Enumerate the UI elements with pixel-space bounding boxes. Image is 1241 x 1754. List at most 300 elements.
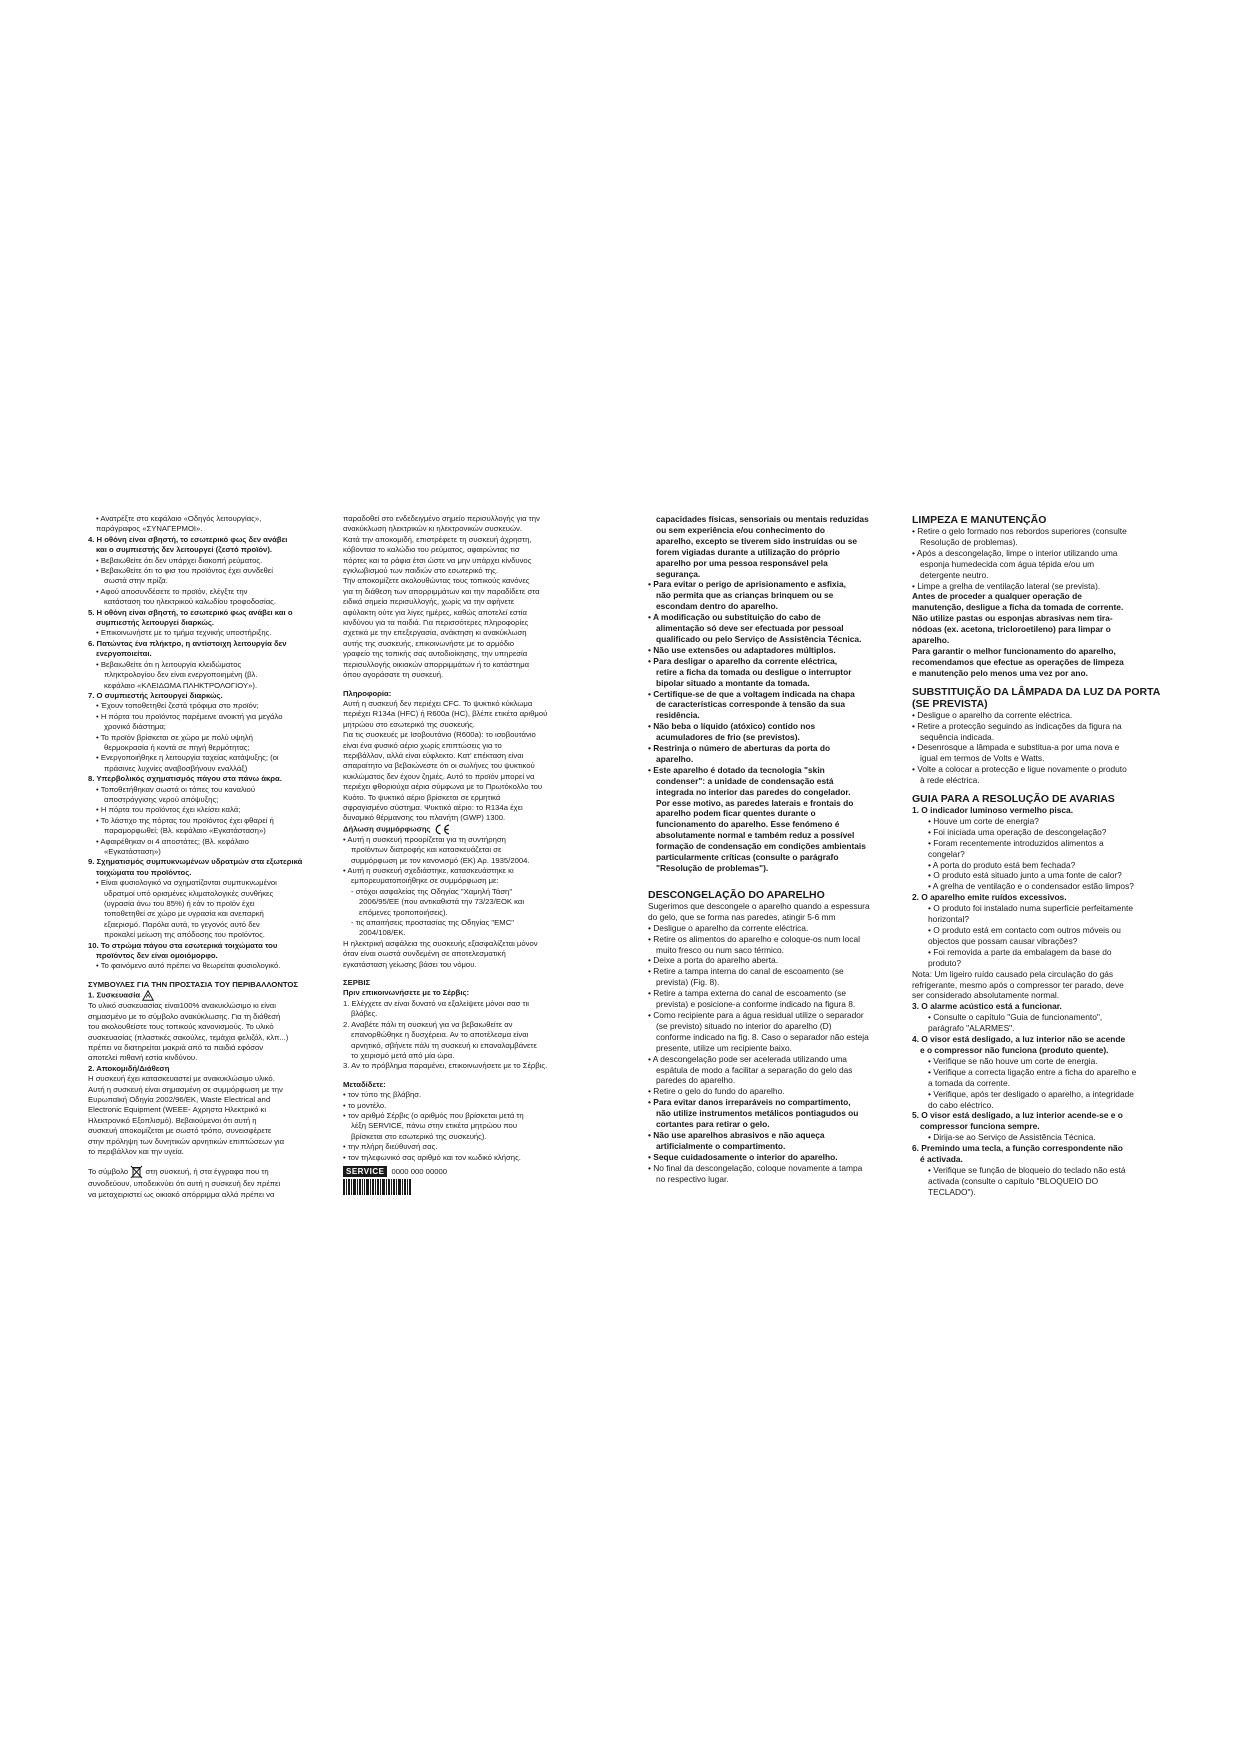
line-text: e o compressor não funciona (produto quente). <box>920 1044 1109 1055</box>
line-text: activada (consulte o capítulo "BLOQUEIO DO <box>928 1175 1099 1186</box>
section-heading <box>912 686 1166 698</box>
text-line <box>88 941 324 951</box>
line-text: • Verifique a correcta ligação entre a ficha do aparelho e <box>928 1066 1137 1077</box>
line-text: Não utilize pastas ou esponjas abrasivas nem tira- <box>912 613 1113 624</box>
text-line <box>343 761 598 771</box>
line-text: επόμενες τροποποιήσεις). <box>359 907 448 917</box>
line-text: 9. Σχηματισμός συμπυκνωμένων υδρατμών στα εξωτερικά <box>88 857 303 867</box>
text-line <box>88 980 324 990</box>
line-text: συμμόρφωση με τον κανονισμό (ΕΚ) Αρ. 1935/2004. <box>351 855 530 865</box>
line-text: να μεταχειριστεί ως οικιακό απόρριμμα αλλά πρέπει να <box>88 1189 275 1199</box>
line-text: Para garantir o melhor funcionamento do aparelho, <box>912 645 1116 656</box>
text-line <box>88 1190 324 1200</box>
line-text: αυτής της συσκευής, επικοινωνήστε με το αρμόδιο <box>343 638 514 648</box>
line-text: esponja humedecida com água tépida e/ou um <box>920 558 1095 569</box>
text-line <box>648 923 902 934</box>
text-line <box>912 602 1166 613</box>
line-text: • Restrinja o número de aberturas da porta do <box>648 743 831 754</box>
text-line <box>912 710 1166 721</box>
line-text: Η ηλεκτρική ασφάλεια της συσκευής εξασφαλίζεται μόνον <box>343 938 538 948</box>
text-line <box>648 514 902 525</box>
line-text: refrigerante, mesmo após o compressor ter parado, deve <box>912 979 1124 990</box>
line-text: 3. O alarme acústico está a funcionar. <box>912 1001 1062 1012</box>
line-text: no respectivo lugar. <box>656 1173 729 1184</box>
line-text: • Como recipiente para a água residual utilize o separador <box>648 1009 864 1020</box>
line-text: Ευρωπαϊκή Οδηγία 2002/96/ΕΚ, Waste Electrical and <box>88 1094 271 1104</box>
line-text: ou sem experiência e/ou conhecimento do <box>656 524 825 535</box>
text-line <box>343 1101 598 1111</box>
line-text: Antes de proceder a qualquer operação de <box>912 591 1082 602</box>
line-text: κινδύνου για τα παιδιά. Για περισσότερες πληροφορίες <box>343 618 529 628</box>
line-text: • Η πόρτα του προϊόντος παρέμεινε ανοικτή για μεγάλο <box>96 711 283 721</box>
text-line <box>343 720 598 730</box>
line-text: capacidades físicas, sensoriais ou mentais reduzidas <box>656 514 869 524</box>
text-line <box>648 634 902 645</box>
line-text: • Desenrosque a lâmpada e substitua-a por uma nova e <box>912 742 1120 753</box>
line-text: • Não use extensões ou adaptadores múltiplos. <box>648 644 836 655</box>
text-line <box>648 863 902 874</box>
line-text: αποτελεί πιθανή εστία κινδύνου. <box>88 1053 198 1063</box>
text-line <box>912 1067 1166 1078</box>
ce-mark-icon <box>433 824 451 835</box>
text-line <box>88 847 324 857</box>
text-line <box>648 999 902 1010</box>
text-line <box>912 775 1166 786</box>
line-text: Sugerimos que descongele o aparelho quando a espessura <box>648 900 870 911</box>
line-text: θερμοκρασία ή κοντά σε πηγή θερμότητας; <box>104 742 250 752</box>
text-line <box>648 1152 902 1163</box>
text-line <box>88 795 324 805</box>
text-line <box>88 639 324 649</box>
text-line <box>648 689 902 700</box>
line-text: Πληροφορία: <box>343 688 392 698</box>
line-text: «Εγκατάσταση») <box>104 847 161 856</box>
line-text: • Após a descongelação, limpe o interior utilizando uma <box>912 547 1118 558</box>
line-text: conforme indicado na fig. 8. Caso o separador não esteja <box>656 1031 869 1042</box>
text-line <box>912 570 1166 581</box>
text-line <box>648 1065 902 1076</box>
text-line <box>648 732 902 743</box>
greek-troubleshooting-column <box>88 514 324 1200</box>
text-line <box>343 1153 598 1163</box>
spacer <box>648 874 902 882</box>
text-line <box>912 1034 1166 1045</box>
line-text: aparelho podem ficar quentes durante o <box>656 808 816 819</box>
text-line <box>343 1080 598 1090</box>
text-line <box>88 1105 324 1115</box>
line-text: compressor funciona sempre. <box>920 1121 1040 1132</box>
line-text: συμπιεστής λειτουργεί διαρκώς. <box>96 618 214 628</box>
line-text: • Seque cuidadosamente o interior do aparelho. <box>648 1151 838 1162</box>
text-line <box>648 988 902 999</box>
line-text: • Retire a tampa externa do canal de escoamento (se <box>648 988 846 999</box>
text-line <box>912 1100 1166 1111</box>
line-text: βρίσκεται στο εσωτερικό της συσκευής). <box>351 1131 487 1141</box>
text-line <box>912 925 1166 936</box>
line-text: του ακολουθείστε τους τοπικούς κανονισμούς. Το υλικό <box>88 1022 274 1032</box>
text-line <box>88 660 324 670</box>
line-text: κεφάλαιο «ΚΛΕΙΔΩΜΑ ΠΛΗΚΤΡΟΛΟΓΙΟΥ»). <box>104 680 258 690</box>
text-line <box>343 835 598 845</box>
text-line <box>88 514 324 524</box>
line-text: Πριν επικοινωνήσετε με το Σέρβις: <box>343 988 470 998</box>
text-line <box>88 920 324 930</box>
text-line <box>912 1089 1166 1100</box>
text-line <box>648 1021 902 1032</box>
line-text: • Επικοινωνήστε με το τμήμα τεχνικής υποστήριξης. <box>96 628 272 638</box>
line-text: και ο συμπιεστής δεν λειτουργεί (ζεστό προϊόν). <box>96 545 273 555</box>
text-line <box>343 876 598 886</box>
text-line <box>88 545 324 555</box>
text-line <box>88 1043 324 1053</box>
line-text: nódoas (ex. acetona, tricloroetileno) para limpar o <box>912 624 1111 635</box>
line-text: • Retire os alimentos do aparelho e coloque-os num local <box>648 933 860 944</box>
text-line <box>88 951 324 961</box>
text-line <box>343 566 598 576</box>
text-line <box>912 990 1166 1001</box>
text-line <box>88 1053 324 1063</box>
line-text: • Verifique se não houve um corte de energia. <box>928 1055 1098 1066</box>
line-text: • Foi iniciada uma operação de descongelação? <box>928 826 1107 837</box>
text-line <box>343 1009 598 1019</box>
text-line <box>648 1130 902 1141</box>
text-line <box>343 587 598 597</box>
text-line <box>88 889 324 899</box>
line-text: Por esse motivo, as paredes laterais e frontais do <box>656 797 854 808</box>
text-line <box>912 870 1166 881</box>
text-line <box>912 969 1166 980</box>
line-text: - τις απαιτήσεις προστασίας της Οδηγίας "EMC" <box>351 918 514 928</box>
text-line <box>343 999 598 1009</box>
line-text: condenser": a unidade de condensação está <box>656 775 834 786</box>
text-line <box>648 934 902 945</box>
text-line <box>88 608 324 618</box>
text-line <box>648 955 902 966</box>
line-text: prevista) e posicione-a conforme indicado na figura 8. <box>656 999 856 1010</box>
text-line <box>912 732 1166 743</box>
text-line <box>88 878 324 888</box>
text-line <box>343 772 598 782</box>
line-text: στην πρόληψη των δυνητικών αρνητικών επιπτώσεων για <box>88 1136 285 1146</box>
line-text: artificialmente o compartimento. <box>656 1140 786 1151</box>
text-line <box>343 730 598 740</box>
line-text: το περιβάλλον και την υγεία. <box>88 1146 184 1156</box>
line-text: • A modificação ou substituição do cabo de <box>648 612 821 623</box>
barcode-icon <box>343 1179 413 1195</box>
text-line <box>648 579 902 590</box>
text-line <box>88 1074 324 1084</box>
line-text: πόρτες και τα ράφια έτσι ώστε να μην υπάρχει κίνδυνος <box>343 555 532 565</box>
line-text: ενεργοποιείται. <box>96 649 152 659</box>
line-text: λέξη SERVICE, πάνω στην ετικέτα μητρώου που <box>351 1121 518 1131</box>
line-text: Nota: Um ligeiro ruído causado pela circulação do gás <box>912 968 1114 979</box>
line-text: 10. Το στρώμα πάγου στα εσωτερικά τοιχώματα του <box>88 940 278 950</box>
line-text: 1. O indicador luminoso vermelho pisca. <box>912 805 1074 816</box>
text-line <box>912 827 1166 838</box>
line-text: κατάσταση του ηλεκτρικού καλωδίου τροφοδοσίας. <box>104 597 277 607</box>
line-text: • Αφού αποσυνδέσετε το προϊόν, ελέγξτε την <box>96 586 248 596</box>
text-line <box>912 526 1166 537</box>
text-line <box>912 635 1166 646</box>
text-line <box>648 901 902 912</box>
text-line <box>88 930 324 940</box>
line-text: • Foram recentemente introduzidos alimentos a <box>928 837 1104 848</box>
text-line <box>912 1165 1166 1176</box>
text-line <box>343 545 598 555</box>
section-heading <box>648 889 902 901</box>
line-text: • Αφαιρέθηκαν οι 4 αποστάτες; (Βλ. κεφάλαιο <box>96 836 249 846</box>
text-line <box>343 751 598 761</box>
text-line <box>648 852 902 863</box>
text-line <box>88 524 324 534</box>
section-heading <box>912 514 1166 526</box>
line-text: 2. Αναβέτε πάλι τη συσκευή για να βεβαιωθείτε αν <box>343 1019 513 1029</box>
line-text: σφραγισμένο σύστημα. Ψυκτικό αέριο: το R134a έχει <box>343 802 523 812</box>
line-text: prevista) (Fig. 8). <box>656 977 720 988</box>
text-line <box>343 514 598 524</box>
text-line <box>912 657 1166 668</box>
line-text: ser considerado absolutamente normal. <box>912 990 1060 1001</box>
spacer <box>343 1072 598 1080</box>
text-line <box>912 958 1166 969</box>
text-line <box>343 639 598 649</box>
line-text: ΣΕΡΒΙΣ <box>343 978 371 988</box>
line-text: 6. Premindo uma tecla, a função correspondente não <box>912 1143 1123 1154</box>
text-line <box>648 1163 902 1174</box>
line-text: 5. O visor está desligado, a luz interior acende-se e o <box>912 1110 1123 1121</box>
text-line <box>343 618 598 628</box>
text-line <box>343 535 598 545</box>
text-line <box>88 649 324 659</box>
text-line <box>648 547 902 558</box>
text-line <box>88 764 324 774</box>
line-text: • Είναι φυσιολογικό να σχηματίζονται συμπυκνωμένοι <box>96 878 277 888</box>
text-line <box>343 824 598 835</box>
line-text: • Retire a tampa interna do canal de escoamento (se <box>648 966 844 977</box>
line-text: συσκευασίας (πλαστικές σακούλες, τεμάχια φελιζόλ, κλπ...) <box>88 1032 289 1042</box>
line-text: • O produto está situado junto a uma fonte de calor? <box>928 870 1122 881</box>
line-text: • A descongelação pode ser acelerada utilizando uma <box>648 1053 847 1064</box>
text-line <box>912 1012 1166 1023</box>
line-text: 2006/95/ΕΕ (που αντικαθιστά την 73/23/ΕΟΚ και <box>359 897 525 907</box>
recycle-icon <box>142 990 154 1001</box>
text-line <box>343 1132 598 1142</box>
line-text: • τον τηλεφωνικό σας αριθμό και τον κωδικό κλήσης. <box>343 1152 521 1162</box>
line-text: recomendamos que efectue as operações de limpeza <box>912 656 1124 667</box>
text-line <box>343 813 598 823</box>
line-text: σημασμένο με το σύμβολο ανακύκλωσης. Για τη διάθεσή <box>88 1011 281 1021</box>
line-text: είναι ένα φυσικό αέριο χωρίς επιπτώσεις για το <box>343 740 502 750</box>
text-line <box>648 1097 902 1108</box>
text-line <box>88 628 324 638</box>
text-line <box>343 988 598 998</box>
line-text: επανορθώθηκε η δυσχέρεια. Αν το αποτέλεσμα είναι <box>351 1030 529 1040</box>
line-text: residência. <box>656 710 700 721</box>
text-line <box>343 918 598 928</box>
line-text: όπου αγοράσατε τη συσκευή. <box>343 670 444 680</box>
line-text: • Dirija-se ao Serviço de Assistência Técnica. <box>928 1132 1096 1143</box>
text-line <box>912 559 1166 570</box>
line-text: segurança. <box>656 568 701 579</box>
text-line <box>88 816 324 826</box>
line-text: aparelho. <box>912 635 950 646</box>
text-line <box>88 681 324 691</box>
text-line <box>343 741 598 751</box>
text-line <box>648 710 902 721</box>
line-text: integrada no interior das paredes do congelador. <box>656 786 851 797</box>
text-line <box>343 576 598 586</box>
line-text: é activada. <box>920 1154 963 1165</box>
line-text: presente, utilize um recipiente baixo. <box>656 1042 792 1053</box>
text-line <box>912 646 1166 657</box>
text-line <box>88 556 324 566</box>
line-text: 8. Υπερβολικός σχηματισμός πάγου στα πάνω άκρα. <box>88 774 282 784</box>
line-text: • Το προϊόν βρίσκεται σε χώρο με πολύ υψηλή <box>96 732 253 742</box>
text-line <box>912 753 1166 764</box>
text-line <box>912 591 1166 602</box>
text-line <box>88 1179 324 1189</box>
line-text: TECLADO"). <box>928 1186 976 1197</box>
line-text: 1. Ελέγχετε αν είναι δυνατό να εξαλείψετε μόνοι σασ τιι <box>343 998 529 1008</box>
text-line <box>88 785 324 795</box>
text-line <box>648 601 902 612</box>
line-text: παραδοθεί στο ενδεδειγμένο σημείο περισυλλογής για την <box>343 514 540 523</box>
line-text: - στόχοι ασφαλείας της Οδηγίας "Χαμηλή Τάση" <box>351 886 513 896</box>
text-line <box>88 576 324 586</box>
text-line <box>912 849 1166 860</box>
text-line <box>88 587 324 597</box>
text-line <box>912 805 1166 816</box>
text-line <box>88 1064 324 1074</box>
line-text: • Para evitar o perigo de aprisionamento e asfixia, <box>648 579 846 590</box>
text-line <box>343 1121 598 1131</box>
text-line <box>343 597 598 607</box>
line-text: não permita que as crianças brinquem ou se <box>656 590 834 601</box>
text-line <box>648 1108 902 1119</box>
text-line <box>912 1143 1166 1154</box>
line-text: γραφείο της τοπικής σας αυτοδιοίκησης, την υπηρεσία <box>343 649 528 659</box>
line-text: alimentação só deve ser efectuada por pessoal <box>656 623 844 634</box>
line-text: SUBSTITUIÇÃO DA LÂMPADA DA LUZ DA PORTA <box>912 685 1161 698</box>
line-text: a tomada da corrente. <box>928 1077 1010 1088</box>
text-line <box>343 699 598 709</box>
line-text: αποστράγγισης νερού απόψυξης; <box>104 794 219 804</box>
text-line <box>912 936 1166 947</box>
text-line <box>88 1033 324 1043</box>
text-line <box>88 1012 324 1022</box>
text-line <box>648 1075 902 1086</box>
line-text: Το υλικό συσκευασίας είναι100% ανακυκλώσιμο κι είναι <box>88 1001 276 1011</box>
line-text: προκαλεί μείωση της απόδοσης του προϊόντος. <box>104 930 265 940</box>
line-text: εμπορευματοποιήθηκε σε συμμόρφωση με: <box>351 876 499 886</box>
text-line <box>648 912 902 923</box>
text-line <box>343 649 598 659</box>
text-line <box>912 1056 1166 1067</box>
line-text: περιέχει φθοριούχα αέρια σύμφωνα με το Πρωτόκολλο του <box>343 782 543 792</box>
line-text: aparelho. <box>656 753 694 764</box>
text-line <box>912 1121 1166 1132</box>
line-text: sequência indicada. <box>920 731 995 742</box>
text-line <box>343 1061 598 1071</box>
text-line <box>648 966 902 977</box>
text-line <box>648 787 902 798</box>
line-text: το χειρισμό μετά από μία ώρα. <box>351 1050 455 1060</box>
text-line <box>343 949 598 959</box>
text-line <box>912 860 1166 871</box>
line-text: τοιχώματα του προϊόντος. <box>96 867 192 877</box>
line-text: Μεταδίδετε: <box>343 1079 386 1089</box>
line-text: • No final da descongelação, coloque novamente a tampa <box>648 1162 863 1173</box>
text-line <box>912 1132 1166 1143</box>
line-text: αρνητικό, σβήνετε πάλι τη συσκευή κι επαναλαμβάνετε <box>351 1040 537 1050</box>
text-line <box>648 977 902 988</box>
line-text: • Desligue o aparelho da corrente eléctrica. <box>912 709 1073 720</box>
line-text: • Houve um corte de energia? <box>928 815 1039 826</box>
text-line <box>912 1001 1166 1012</box>
line-text: muito fresco ou num saco térmico. <box>656 944 785 955</box>
text-line <box>88 701 324 711</box>
line-text: acumuladores de frio (se previstos). <box>656 732 800 743</box>
line-text: πρέπει να διατηρείται μακριά από τα παιδιά εφόσον <box>88 1042 264 1052</box>
line-text: 4. Η οθόνη είναι σβηστή, το εσωτερικό φως δεν ανάβει <box>88 534 288 544</box>
text-line <box>912 1023 1166 1034</box>
line-text: manutenção, desligue a ficha da tomada de corrente. <box>912 602 1124 613</box>
text-line <box>343 670 598 680</box>
text-line <box>343 1051 598 1061</box>
text-line <box>648 1010 902 1021</box>
line-text: à rede eléctrica. <box>920 775 980 786</box>
line-text: do gelo, que se forma nas paredes, atingir 5-6 mm <box>648 911 836 922</box>
text-line <box>88 1095 324 1105</box>
text-line <box>343 803 598 813</box>
text-line <box>912 892 1166 903</box>
line-text: σχετικά με την επεξεργασία, ανάκτηση κι ανακύκλωση <box>343 628 527 638</box>
line-text: • Βεβαιωθείτε ότι η λειτουργία κλειδώματος <box>96 659 242 669</box>
line-text: objectos que possam causar vibrações? <box>928 935 1078 946</box>
text-line <box>343 897 598 907</box>
line-text: περιβάλλον, αλλά είναι εύφλεκτο. Κατ' επέκταση είναι <box>343 750 524 760</box>
text-line <box>88 1085 324 1095</box>
text-line <box>648 656 902 667</box>
line-text: τοποθετηθεί σε χώρο με υγρασία και ανεπαρκή <box>104 909 264 919</box>
line-text: 4. O visor está desligado, a luz interior não se acende <box>912 1034 1126 1045</box>
line-text: Resolução de problemas). <box>920 536 1018 547</box>
text-line <box>648 667 902 678</box>
wheelie-bin-crossed-icon <box>130 1165 143 1179</box>
line-text: paredes do aparelho. <box>656 1075 736 1086</box>
text-line <box>343 960 598 970</box>
line-text: προϊόντος δεν είναι ομοιόμορφο. <box>96 951 218 961</box>
text-line <box>343 628 598 638</box>
line-text: πράσινες λυχνίες αναβοσβήνουν εναλλάξ) <box>104 763 248 773</box>
service-badge: SERVICE <box>343 1166 387 1177</box>
line-text: qualificado ou pelo Serviço de Assistência Técnica. <box>656 633 862 644</box>
line-text: κόβοντασ το καλώδιο του ρεύματος, αφαιρώντας τισ <box>343 545 520 555</box>
text-line <box>88 566 324 576</box>
line-text: DESCONGELAÇÃO DO APARELHO <box>648 888 825 901</box>
text-line <box>343 1041 598 1051</box>
line-text: • O produto está em contacto com outros móveis ou <box>928 925 1121 935</box>
text-line <box>88 618 324 628</box>
line-text: • τον τύπο της βλάβησ. <box>343 1090 422 1100</box>
line-text: funcionamento do aparelho. Esse fenómeno é <box>656 819 840 830</box>
text-line <box>343 524 598 534</box>
spacer <box>343 681 598 689</box>
line-text: parágrafo "ALARMES". <box>928 1023 1015 1034</box>
text-line <box>648 819 902 830</box>
line-text: absolutamente normal e também reduz a possível <box>656 830 855 841</box>
line-text: aparelho, excepto se tiverem sido instruídas ou se <box>656 535 858 546</box>
